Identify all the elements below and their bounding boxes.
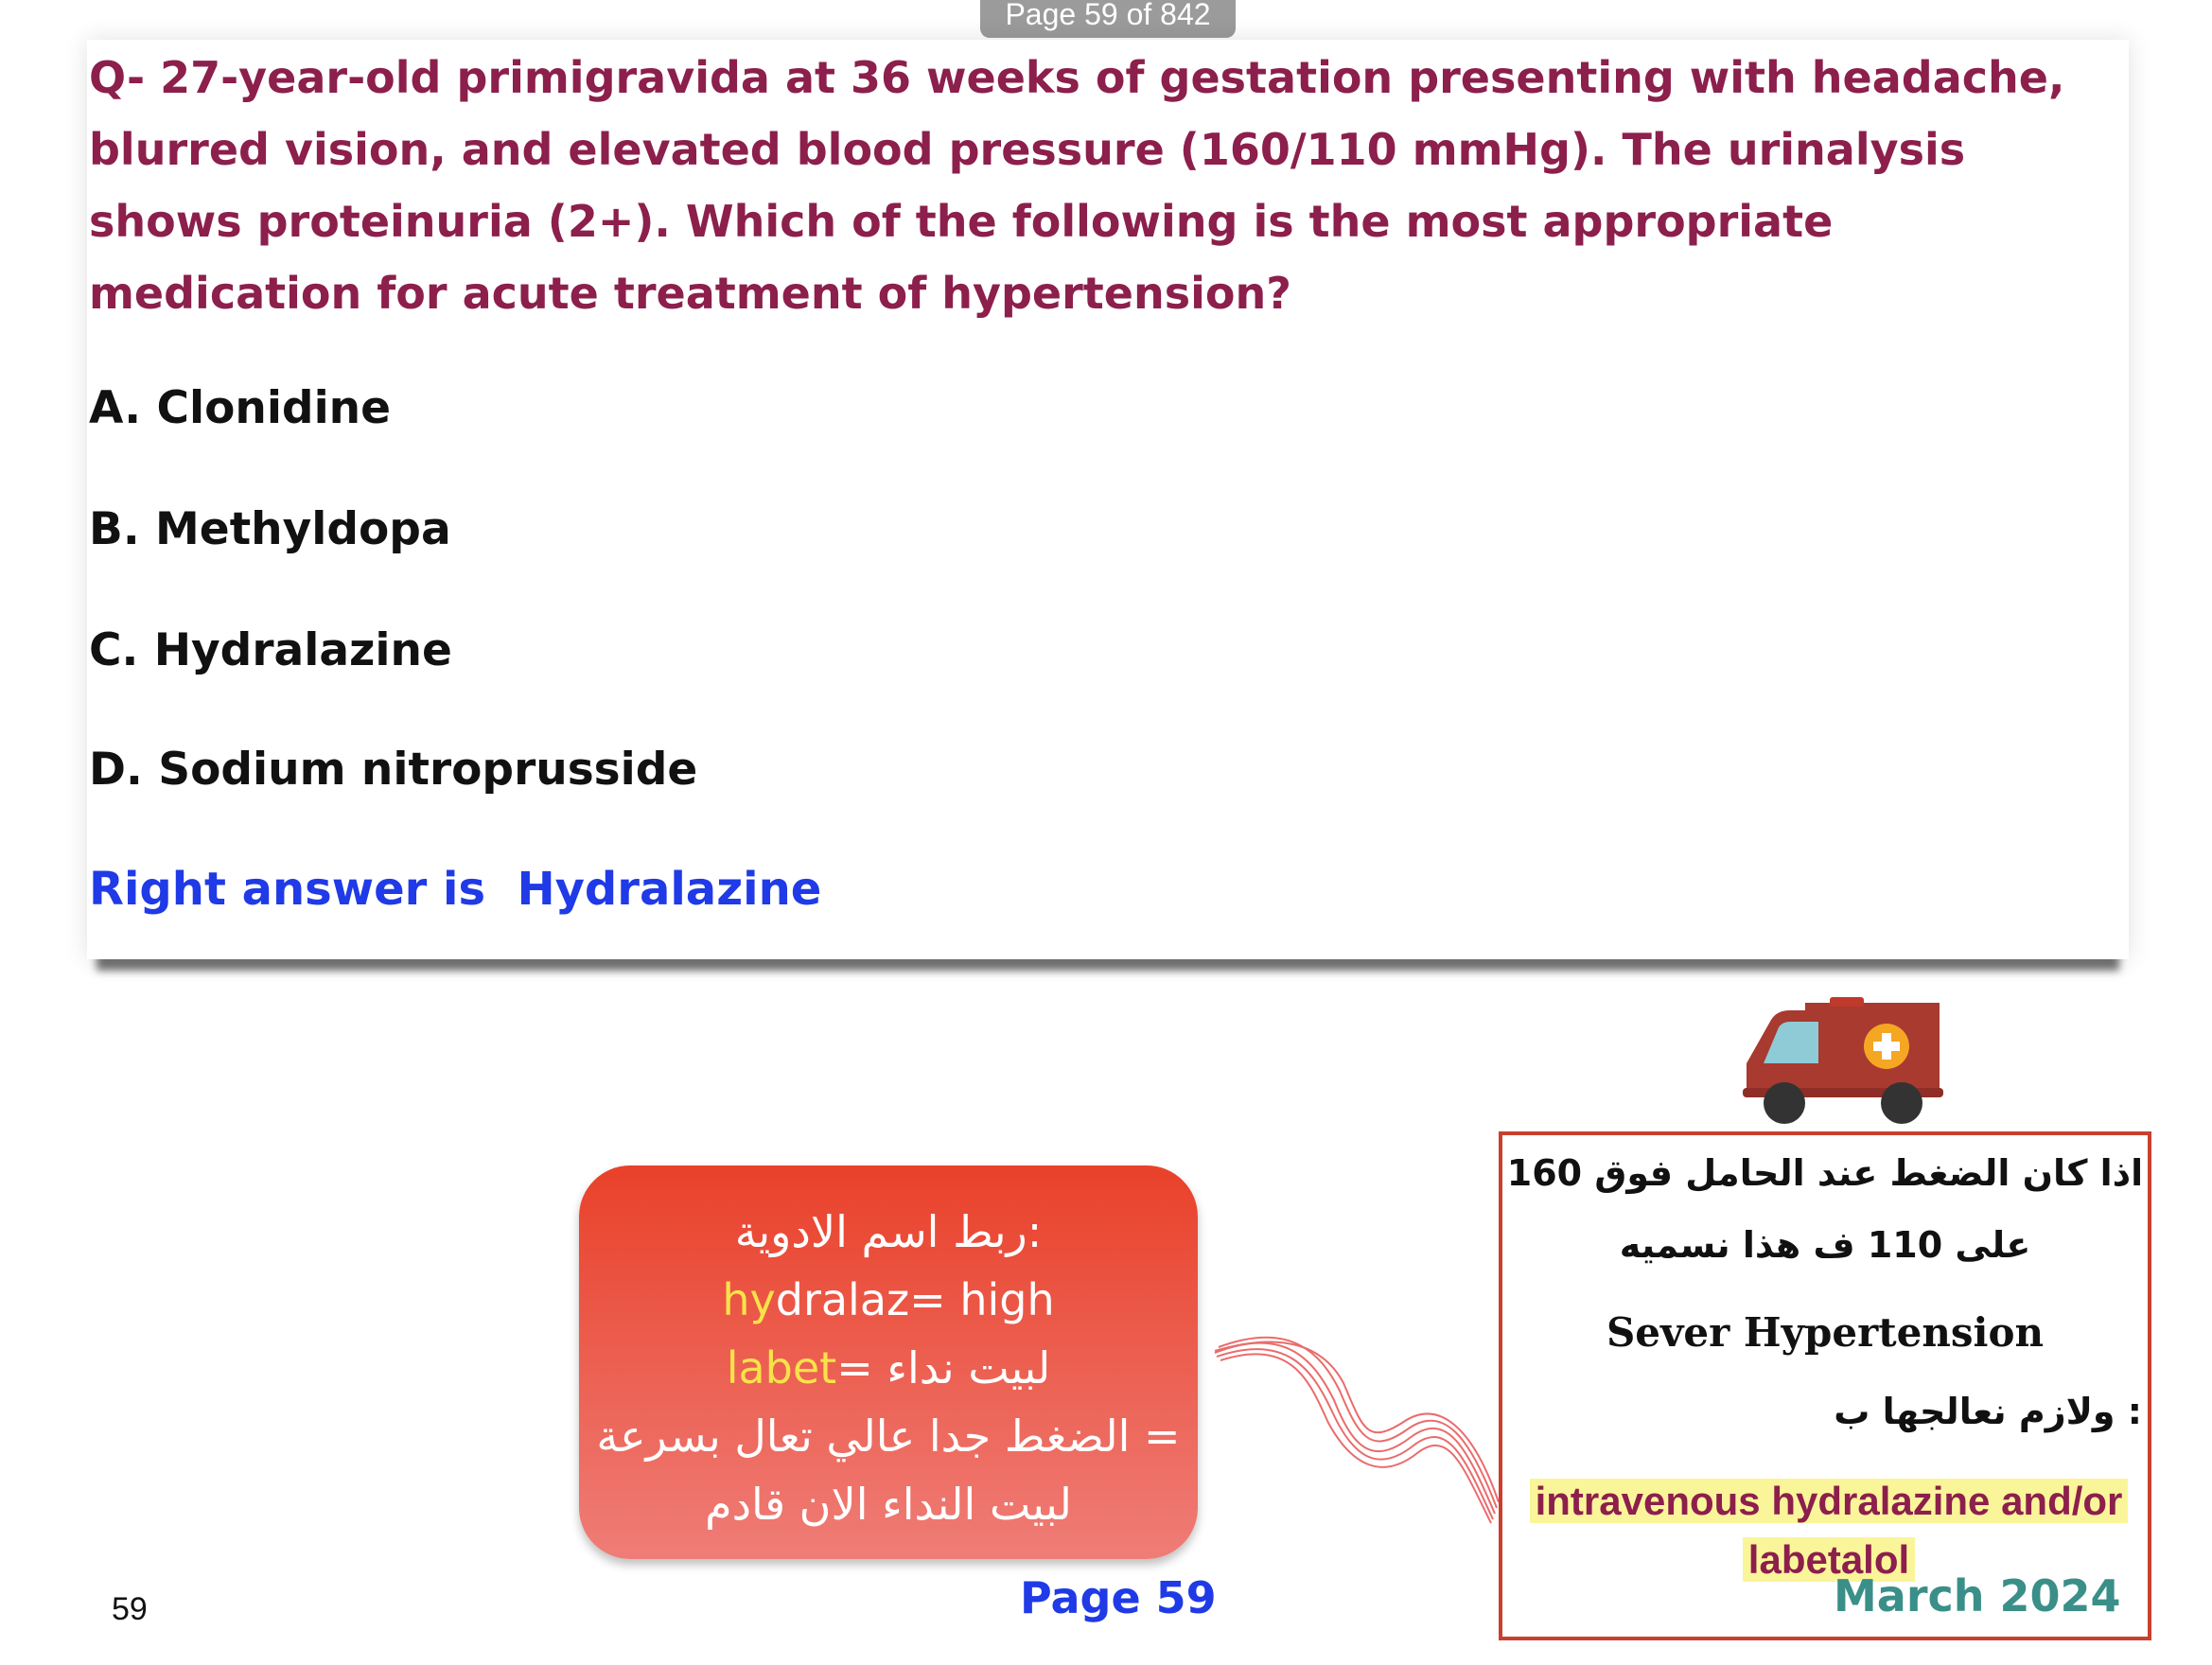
question-text: Q- 27-year-old primigravida at 36 weeks of gestation presenting with headache, blurred vision, and elevated blood pressure (160/110 mmHg). The urinalysis shows proteinuria (2+). Which of the following is the most appropriate medication for acute treatment of hypertension? xyxy=(89,52,2065,319)
option-c: C. Hydralazine xyxy=(89,624,452,676)
option-a: A. Clonidine xyxy=(89,382,392,434)
info-title: Sever Hypertension xyxy=(1606,1309,2045,1356)
mnemonic-hy: hy xyxy=(722,1274,776,1325)
mnemonic-line4: الضغط جدا عالي تعال بسرعة = xyxy=(596,1411,1181,1462)
info-line-2: على 110 ف هذا نسميه xyxy=(1619,1224,2031,1266)
info-line-4: ولازم نعالجها ب : xyxy=(1834,1391,2142,1432)
date-label: March 2024 xyxy=(1834,1570,2121,1621)
mnemonic-labet-rest: = لبيت نداء xyxy=(836,1342,1051,1393)
mnemonic-box xyxy=(579,1166,1198,1559)
info-line-1: اذا كان الضغط عند الحامل فوق 160 xyxy=(1506,1152,2144,1194)
option-b: B. Methyldopa xyxy=(89,503,451,555)
page-number: 59 xyxy=(112,1591,148,1627)
mnemonic-hydra-rest: dralaz= high xyxy=(775,1274,1055,1325)
mnemonic-heading: ربط اسم الادوية: xyxy=(734,1206,1043,1257)
info-box xyxy=(1499,1131,2151,1640)
option-d: D. Sodium nitroprusside xyxy=(89,744,698,796)
mnemonic-labetalol xyxy=(579,1334,1198,1402)
page-indicator: Page 59 of 842 xyxy=(980,0,1236,38)
ribbon-arrow-icon xyxy=(1211,1324,1504,1533)
treatment-line-2: labetalol xyxy=(1743,1537,1915,1582)
right-answer: Right answer is Hydralazine xyxy=(89,863,822,916)
mnemonic-hydralazine xyxy=(579,1266,1198,1334)
ambulance-icon xyxy=(1739,997,1947,1130)
mnemonic-line5: لبيت النداء الان قادم xyxy=(705,1479,1072,1530)
mnemonic-labet: labet xyxy=(726,1342,837,1393)
page-footer-label: Page 59 xyxy=(1020,1572,1217,1623)
treatment-line-1: intravenous hydralazine and/or xyxy=(1530,1479,2129,1523)
